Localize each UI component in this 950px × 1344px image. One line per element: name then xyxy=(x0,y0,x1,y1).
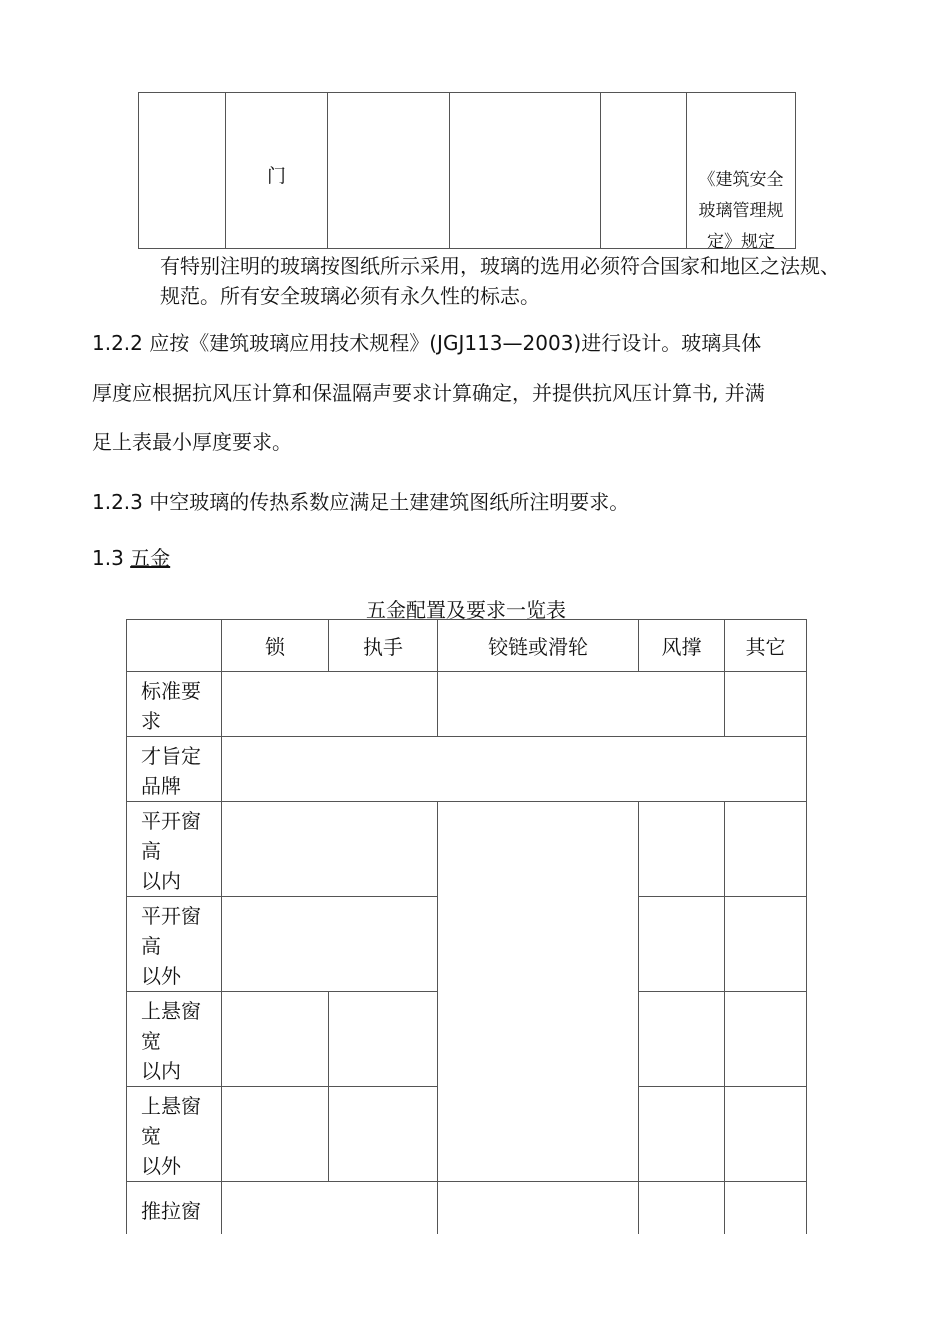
table-cell xyxy=(639,802,725,897)
table-row xyxy=(127,672,807,737)
table-cell xyxy=(725,802,807,897)
glass-spec-table xyxy=(138,92,796,252)
table-cell xyxy=(639,1182,725,1234)
header-cell: 铰链或滑轮 xyxy=(438,620,639,672)
row-label: 标准要 求 xyxy=(127,672,222,737)
table-cell xyxy=(328,93,450,249)
header-cell: 风撑 xyxy=(639,620,725,672)
table-cell xyxy=(601,93,687,249)
table-cell xyxy=(222,897,438,992)
table-cell xyxy=(450,93,601,249)
table-cell xyxy=(725,897,807,992)
header-cell: 其它 xyxy=(725,620,807,672)
table-caption: 五金配置及要求一览表 xyxy=(366,598,566,622)
section-title: 五金 xyxy=(130,546,171,570)
glass-note-paragraph: 有特别注明的玻璃按图纸所示采用，玻璃的选用必须符合国家和地区之法规、规范。所有安全玻璃必须有永久性的标志。 xyxy=(160,254,840,308)
door-label: 门 xyxy=(266,165,286,187)
clause-1-2-3: 1.2.3 中空玻璃的传热系数应满足土建建筑图纸所注明要求。 xyxy=(92,490,630,514)
row-label: 平开窗 高 以内 xyxy=(127,802,222,897)
clause-1-2-2-line1: 1.2.2 应按《建筑玻璃应用技术规程》(JGJ113—2003)进行设计。玻璃具体 xyxy=(92,331,762,355)
table-cell xyxy=(639,1087,725,1182)
table-row xyxy=(127,802,807,897)
table-cell xyxy=(687,93,796,252)
table-cell xyxy=(329,1087,438,1182)
hardware-table xyxy=(126,619,807,1234)
table-cell xyxy=(725,672,807,737)
section-heading xyxy=(92,542,170,571)
regulation-note: 《建筑安全玻璃管理规定》规定 xyxy=(698,170,784,252)
section-number: 1.3 xyxy=(92,546,131,570)
table-row xyxy=(127,737,807,802)
clause-1-2-2-line3: 足上表最小厚度要求。 xyxy=(92,430,292,454)
table-cell xyxy=(222,737,807,802)
table-cell xyxy=(639,897,725,992)
table-cell xyxy=(139,93,226,249)
table-cell xyxy=(438,1182,639,1234)
table-cell xyxy=(438,802,639,1182)
row-label: 上悬窗 宽 以内 xyxy=(127,992,222,1087)
table-row xyxy=(127,1182,807,1234)
table-cell xyxy=(329,992,438,1087)
header-cell xyxy=(127,620,222,672)
header-row xyxy=(127,620,807,672)
table-cell xyxy=(222,1182,438,1234)
table-cell xyxy=(222,672,438,737)
row-label: 平开窗 高 以外 xyxy=(127,897,222,992)
table-cell xyxy=(222,802,438,897)
table-cell xyxy=(725,1087,807,1182)
row-label: 上悬窗 宽 以外 xyxy=(127,1087,222,1182)
row-label: 推拉窗 xyxy=(127,1182,222,1234)
table-cell xyxy=(725,992,807,1087)
table-cell xyxy=(438,672,725,737)
table-cell xyxy=(639,992,725,1087)
clause-1-2-2-line2: 厚度应根据抗风压计算和保温隔声要求计算确定，并提供抗风压计算书, 并满 xyxy=(92,381,765,405)
table-cell xyxy=(725,1182,807,1234)
table-cell xyxy=(226,93,328,249)
table-cell xyxy=(222,992,329,1087)
table-row xyxy=(139,93,796,249)
table-cell xyxy=(222,1087,329,1182)
header-cell: 执手 xyxy=(329,620,438,672)
header-cell: 锁 xyxy=(222,620,329,672)
row-label: 才旨定 品牌 xyxy=(127,737,222,802)
